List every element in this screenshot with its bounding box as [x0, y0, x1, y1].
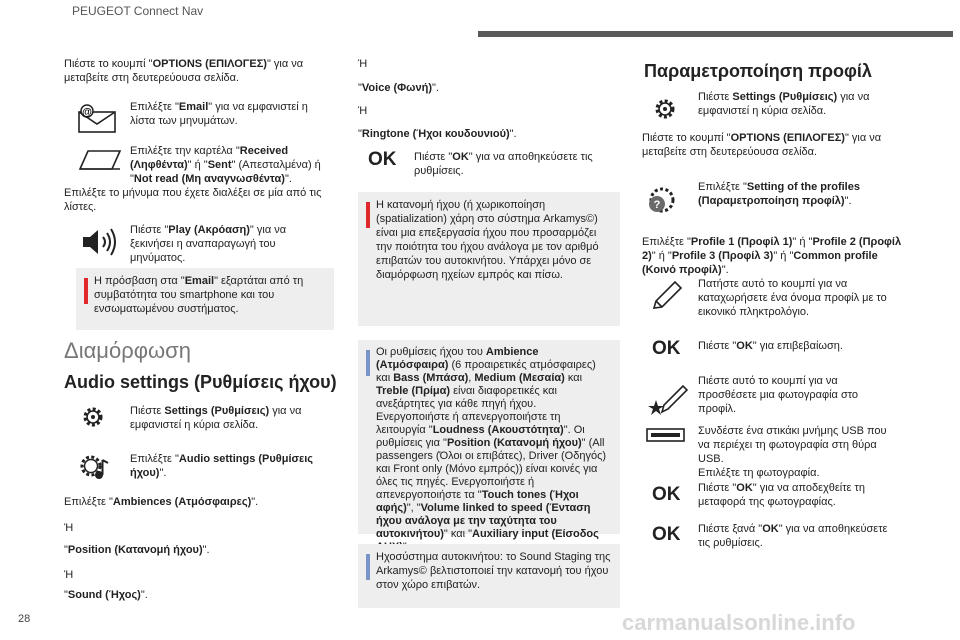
profile-name-instruction: Πατήστε αυτό το κουμπί για να καταχωρήσετε ένα όνομα προφίλ με το εικονικό πληκτρολόγιο.	[698, 278, 887, 318]
gear-question-icon	[646, 184, 678, 218]
profile-options-instruction: Πιέστε το κουμπί "OPTIONS (ΕΠΙΛΟΓΕΣ)" για να μεταβείτε στη δευτερεύουσα σελίδα.	[642, 132, 882, 158]
ok-save-instruction: Πιέστε "OK" για να αποθηκεύσετε τις ρυθμίσεις.	[414, 151, 593, 177]
info-icon	[366, 554, 370, 580]
ok-icon: OK	[652, 524, 681, 545]
ok-icon: OK	[652, 338, 681, 359]
ok-save-again-instruction: Πιέστε ξανά "OK" για να αποθηκεύσετε τις ρυθμίσεις.	[698, 523, 888, 549]
gear-icon	[652, 96, 678, 122]
svg-text:?: ?	[653, 199, 661, 211]
select-message-instruction: Επιλέξτε το μήνυμα που έχετε διαλέξει σε μία από τις λίστες.	[64, 187, 322, 213]
or-text: Ή	[64, 522, 74, 534]
page-number: 28	[18, 613, 31, 625]
ok-accept-instruction: Πιέστε "OK" για να αποδεχθείτε τη μεταφορά της φωτογραφίας.	[698, 482, 865, 508]
ok-confirm-instruction: Πιέστε "OK" για επιβεβαίωση.	[698, 340, 843, 352]
sound-staging-notice	[358, 544, 620, 608]
warning-icon	[366, 202, 370, 228]
email-icon	[78, 104, 118, 134]
select-photo-instruction: Επιλέξτε τη φωτογραφία.	[698, 467, 820, 479]
or-text: Ή	[358, 105, 368, 117]
email-warning-text: Η πρόσβαση στα "Email" εξαρτάται από τη συμβατότητα του smartphone και του ενσωματωμένου συστήματος.	[94, 275, 304, 315]
header-bar	[478, 31, 953, 37]
setting-profiles-instruction: Επιλέξτε "Setting of the profiles (Παραμετροποίηση προφίλ)".	[698, 181, 860, 207]
position-option: "Position (Κατανομή ήχου)".	[64, 544, 210, 556]
sound-option: "Sound (Ήχος)".	[64, 589, 148, 601]
tab-icon	[78, 149, 122, 171]
or-text: Ή	[358, 58, 368, 70]
svg-text:@: @	[82, 107, 92, 118]
header-title: PEUGEOT Connect Nav	[72, 4, 204, 18]
email-instruction: Επιλέξτε "Email" για να εμφανιστεί η λίστα των μηνυμάτων.	[130, 101, 308, 127]
usb-instruction: Συνδέστε ένα στικάκι μνήμης USB που να περιέχει τη φωτογραφία στη θύρα USB.	[698, 425, 887, 465]
gear-music-icon	[78, 452, 110, 482]
ringtone-option: "Ringtone (Ήχοι κουδουνιού)".	[358, 128, 517, 140]
ok-icon: OK	[368, 149, 397, 170]
section-title-profiles: Παραμετροποίηση προφίλ	[644, 61, 872, 81]
settings-instruction: Πιέστε Settings (Ρυθμίσεις) για να εμφανιστεί η κύρια σελίδα.	[130, 405, 302, 431]
play-instruction: Πιέστε "Play (Ακρόαση)" για να ξεκινήσει η αναπαραγωγή του μηνύματος.	[130, 224, 287, 264]
voice-option: "Voice (Φωνή)".	[358, 82, 439, 94]
speaker-icon	[80, 226, 120, 258]
gear-icon	[80, 404, 106, 430]
select-profile-instruction: Επιλέξτε "Profile 1 (Προφίλ 1)" ή "Profile 2 (Προφίλ 2)" ή "Profile 3 (Προφίλ 3)" ή "Common profile (Κοινό προφίλ)".	[642, 236, 902, 276]
add-photo-instruction: Πιέστε αυτό το κουμπί για να προσθέσετε μια φωτογραφία στο προφίλ.	[698, 375, 859, 415]
or-text: Ή	[64, 569, 74, 581]
section-title-audio-settings: Audio settings (Ρυθμίσεις ήχου)	[64, 372, 337, 392]
usb-icon	[646, 426, 686, 444]
info-icon	[366, 350, 370, 376]
position-warning-notice	[358, 192, 620, 326]
email-warning-notice	[76, 268, 334, 330]
audio-info-text: Οι ρυθμίσεις ήχου του Ambience (Ατμόσφαιρα) (6 προαιρετικές ατμόσφαιρες) και Bass (Μπάσα), Medium (Μεσαία) και Treble (Πρίμα) είναι διαφορετικές και ανεξάρτητες για κάθε πηγή ήχου. Ενεργοποιήστε ή απενεργοποιήστε τη λειτουργία "Loudness (Ακουστότητα)". Οι ρυθμίσεις για "Position (Κατανομή ήχου)" (All passengers (Όλοι οι επιβάτες), Driver (Οδηγός) και Front only (Μόνο εμπρός)) είναι κοινές για όλες τις πηγές. Ενεργοποιήστε ή απενεργοποιήστε τα "Touch tones (Ήχοι αφής)", "Volume linked to speed (Ένταση ήχου ανάλογα με την ταχύτητα του αυτοκινήτου)" και "Auxiliary input (Είσοδος	[376, 346, 607, 540]
profile-settings-instruction: Πιέστε Settings (Ρυθμίσεις) για να εμφανιστεί η κύρια σελίδα.	[698, 91, 870, 117]
ok-icon: OK	[652, 484, 681, 505]
section-title-configuration: Διαμόρφωση	[64, 338, 191, 363]
audio-info-notice	[358, 340, 620, 540]
position-warning-text: Η κατανομή ήχου (ή χωρικοποίηση (spatialization) χάρη στο σύστημα Arkamys©) είναι μια επεξεργασία ήχου που προσαρμόζει την ποιότητα του ήχου ανάλογα με τον αριθμό επιβατών του αυτοκινήτου. Υπάρχει μόνο σε διαμόρφωση ηχείων εμπρός και πίσω.	[376, 199, 599, 281]
audio-settings-instruction: Επιλέξτε "Audio settings (Ρυθμίσεις ήχου)".	[130, 453, 314, 479]
tab-instruction: Επιλέξτε την καρτέλα "Received (Ληφθέντα)" ή "Sent" (Απεσταλμένα) ή "Not read (Μη αναγνωσθέντα)".	[130, 145, 321, 185]
sound-staging-text: Ηχοσύστημα αυτοκινήτου: το Sound Staging της Arkamys© βελτιστοποιεί την κατανομή του ήχου στον χώρο επιβατών.	[376, 551, 611, 591]
watermark: carmanualsonline.info	[622, 610, 856, 635]
options-instruction: Πιέστε το κουμπί "OPTIONS (ΕΠΙΛΟΓΕΣ)" για να μεταβείτε στη δευτερεύουσα σελίδα.	[64, 58, 304, 84]
pencil-icon	[650, 280, 684, 312]
warning-icon	[84, 278, 88, 304]
ambiences-instruction: Επιλέξτε "Ambiences (Ατμόσφαιρες)".	[64, 496, 259, 508]
star-pencil-icon	[648, 378, 688, 416]
